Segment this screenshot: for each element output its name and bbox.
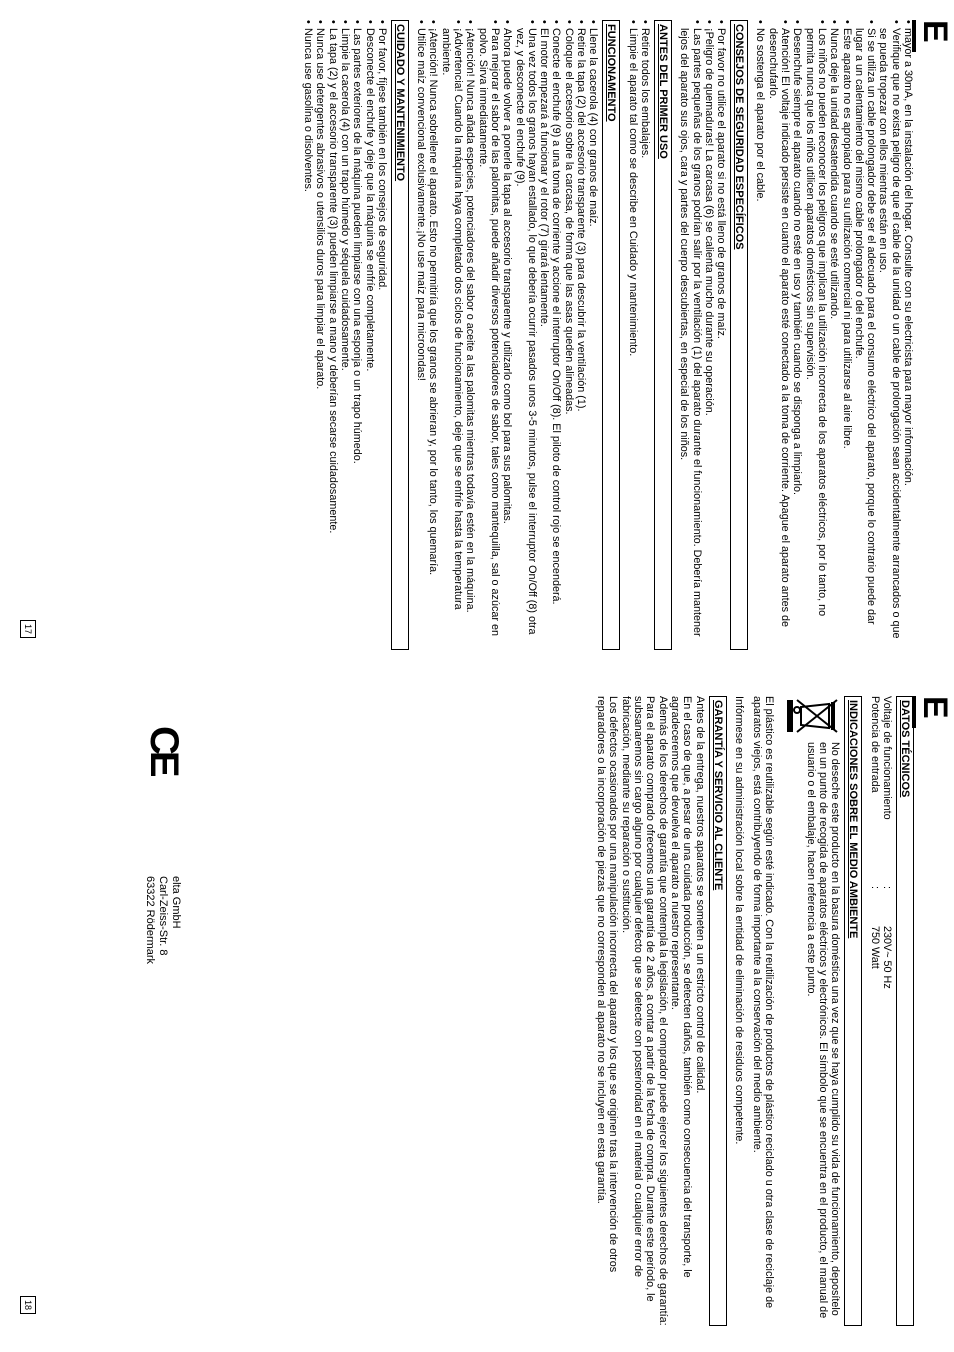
section-item: • Retire todos los embalajes. — [639, 20, 651, 650]
section-item: • Retire la tapa (2) del accesorio transparente (3) para descubrir la ventilación (1). — [575, 20, 587, 650]
spec-value: 750 Watt — [868, 926, 881, 969]
section-item: • Conecte el enchufe (9) a una toma de corriente y accione el interruptor On/Off (8). El piloto de control rojo se encenderá. — [550, 20, 562, 650]
language-marker: E — [912, 696, 954, 728]
section-list — [302, 20, 388, 650]
warranty-paragraph: En el caso de que, a pesar de una cuidada producción, se detecten daños, también como consecuencia del transporte, le agradeceremos que devuelva el aparato a nuestro representante. — [668, 696, 694, 1278]
intro-item: • mayor a 30mA, en la instalación del hogar. Consulte con su electricista para mayor información. — [902, 20, 914, 650]
page-number: 18 — [20, 1296, 36, 1314]
section-item: • Por favor, fíjese también en los consejos de seguridad. — [376, 20, 388, 650]
section-item: • Las partes pequeñas de los granos podrían salir por la ventilación (1) del aparato durante el funcionamiento. Debería mantener lejos del aparato sus ojos, cara y partes del cuerpo descubiertas, en especial de los niños. — [678, 20, 703, 650]
intro-item: • Desenchufe siempre el aparato cuando no esté en uso y también cuando se disponga a limpiarlo. — [791, 20, 803, 650]
section-item: • ¡Atención! Nunca sobrellene el aparato. Esto no permitiría que los granos se abrieran y, por lo tanto, los quemaría. — [427, 20, 439, 650]
address-line: 63322 Rödermark — [144, 876, 156, 965]
intro-item: • Atención! El voltaje indicado persiste en cuanto el aparato esté conectado a la toma de corriente. Apague el aparato antes de desenchufarlo. — [766, 20, 791, 650]
section-item: • El motor empezará a funcionar y el rotor (7) girará lentamente. — [538, 20, 550, 650]
local-authority-paragraph: Infórmese en su administración local sobre la entidad de eliminación de residuos competente. — [732, 696, 745, 1145]
intro-item: • Los niños no pueden reconocer los peligros que implican la utilización incorrecta de los aparatos eléctricos, por lo tanto, no permita nunca que los niños utilicen aparatos domésticos sin supervisión. — [803, 20, 828, 650]
page-17-sections — [302, 20, 748, 650]
address-line: elta GmbH — [170, 876, 182, 929]
weee-bin-icon — [781, 696, 841, 736]
section-item: • Desconecte el enchufe y deje que la máquina se enfríe completamente. — [363, 20, 375, 650]
section-item: • Una vez todos los granos hayan estallado, lo que debería ocurrir pasados unos 3-5 minutos, pulse el interruptor On/Off (8) otra vez, y desconecte el enchufe (9). — [513, 20, 538, 650]
section-item: • Por favor no utilice el aparato si no está lleno de granos de maíz. — [715, 20, 727, 650]
warranty-paragraph: Los defectos ocasionados por una manipulación incorrecta del aparato y los que se originen tras la intervención de otros reparadores o la incorporación de piezas que no corresponden al aparato no se incluyen en esta garantía. — [595, 696, 620, 1273]
section-item: • Utilice maíz convencional exclusivamente.¡No use maíz para microondas! — [415, 20, 427, 650]
section-item: • Coloque el accesorio sobre la carcasa, de forma que las asas queden alineadas. — [562, 20, 574, 650]
spec-colon: : — [881, 886, 893, 889]
spec-colon: : — [868, 886, 881, 889]
page-17-content — [302, 20, 914, 650]
section-item: • Para mejorar el sabor de las palomitas, puede añadir diversos potenciadores de sabor, tales como mantequilla, sal o azúcar en polvo. Sirva inmediatamente. — [476, 20, 501, 650]
spec-value: 230V~ 50 Hz — [881, 926, 893, 989]
spec-row — [868, 696, 880, 1326]
section-title-environment: INDICACIONES SOBRE EL MEDIO AMBIENTE — [844, 696, 862, 1326]
section-list — [626, 20, 651, 650]
spec-label: Potencia de entrada — [868, 696, 881, 793]
intro-item: • No sostenga el aparato por el cable. — [754, 20, 766, 650]
intro-item: • Si se utiliza un cable prolongador debe ser el adecuado para el consumo eléctrico del aparato, porque lo contrario puede dar lugar a un calentamiento del mismo cable prolongador o del enchufe. — [853, 20, 878, 650]
section-item: • Nunca use detergentes abrasivos o utensilios duros para limpiar el aparato. — [314, 20, 326, 650]
ce-mark-icon: CE — [142, 726, 186, 774]
warranty-text — [595, 696, 706, 1326]
intro-list — [754, 20, 914, 650]
section-list — [415, 20, 599, 650]
section-item: • La tapa (2) y el accesorio transparente (3) pueden limpiarse a mano y deberían secarse cuidadosamente. — [326, 20, 338, 650]
spec-row — [881, 696, 893, 1326]
section-title: CONSEJOS DE SEGURIDAD ESPECÍFICOS — [730, 20, 748, 650]
section-item: • Limpie la cacerola (4) con un trapo húmedo y séquela cuidadosamente. — [339, 20, 351, 650]
section-title-datos: DATOS TÉCNICOS — [896, 696, 914, 1326]
address-line: Carl-Zeiss-Str. 8 — [157, 876, 169, 956]
language-marker: E — [912, 20, 954, 52]
section-item: • Las partes exteriores de la máquina pueden limpiarse con una esponja o un trapo húmedo. — [351, 20, 363, 650]
warranty-paragraph: Antes de la entrega, nuestros aparatos se someten a un estricto control de calidad. — [693, 696, 706, 1094]
page-number: 17 — [20, 620, 36, 638]
environment-block — [781, 696, 841, 1326]
warranty-paragraph: Para el aparato comprado ofrecemos una garantía de 2 años, a contar a partir de la fecha de compra. Durante este período, le subsanaremos sin cargo alguno por cualquier defecto que se detecte con posterioridad en el material o cualquier error de fabricación, mediante su reparación o sustitución. — [619, 696, 657, 1302]
intro-item: • Verifique que no exista peligro de que el cable de la unidad o un cable de prolongación sean accidentalmente arrancados o que se pueda tropezar con ellos mientras están en uso. — [877, 20, 902, 650]
intro-item: • Nunca deje la unidad desatendida cuando se esté utilizando. — [828, 20, 840, 650]
section-item: • Limpie el aparato tal como se describe en Cuidado y mantenimiento. — [626, 20, 638, 650]
section-title: CUIDADO Y MANTENIMIENTO — [391, 20, 409, 650]
section-item: • Ahora puede volver a ponerle la tapa al accesorio transparente y utilizarlo como bol para sus palomitas. — [501, 20, 513, 650]
section-item: • Nunca use gasolina o disolventes. — [302, 20, 314, 650]
section-title: FUNCIONAMENTO — [602, 20, 620, 650]
page-18 — [0, 676, 954, 1352]
spec-label: Voltaje de funcionamiento — [881, 696, 893, 820]
warranty-paragraph: Además de los derechos de garantía que contempla la legislación, el comprador puede ejercer los siguientes derechos de garantía: — [656, 696, 669, 1326]
intro-item: • Este aparato no es apropiado para su utilización comercial ni para utilizarse al aire libre. — [840, 20, 852, 650]
recycling-paragraph: El plástico es reutilizable según esté indicado. Con la reutilización de productos de plástico reciclado u otra clase de reciclaje de aparatos viejos, está contribuyendo de forma importante a la conservación del medio ambiente. — [751, 696, 776, 1309]
section-item: • Llene la cacerola (4) con granos de maíz. — [587, 20, 599, 650]
section-item: • ¡Atención! Nunca añada especies, potenciadores del sabor o aceite a las palomitas mientras todavía estén en la máquina. — [464, 20, 476, 650]
section-list — [678, 20, 727, 650]
section-item: • ¡Advertencia! Cuando la máquina haya completado dos ciclos de funcionamiento, deje que se enfríe hasta la temperatura ambiente. — [440, 20, 465, 650]
section-title-warranty: GARANTÍA Y SERVICIO AL CLIENTE — [709, 696, 727, 1326]
manufacturer-address — [143, 876, 182, 964]
section-title: ANTES DEL PRIMER USO — [654, 20, 672, 650]
page-18-content — [595, 696, 914, 1326]
spec-table — [868, 696, 893, 1326]
section-item: • ¡Peligro de quemaduras! La carcasa (6) se calienta mucho durante su operación. — [703, 20, 715, 650]
environment-warning-text: No deseche este producto en la basura doméstica una vez que se haya cumplido su vida de funcionamiento, deposítelo en un punto de recogida de aparatos eléctricos y electrónicos. El símbolo que se encuentra en el producto, el manual de usuario o el embalaje, hacen referencia a este punto. — [804, 742, 842, 1319]
